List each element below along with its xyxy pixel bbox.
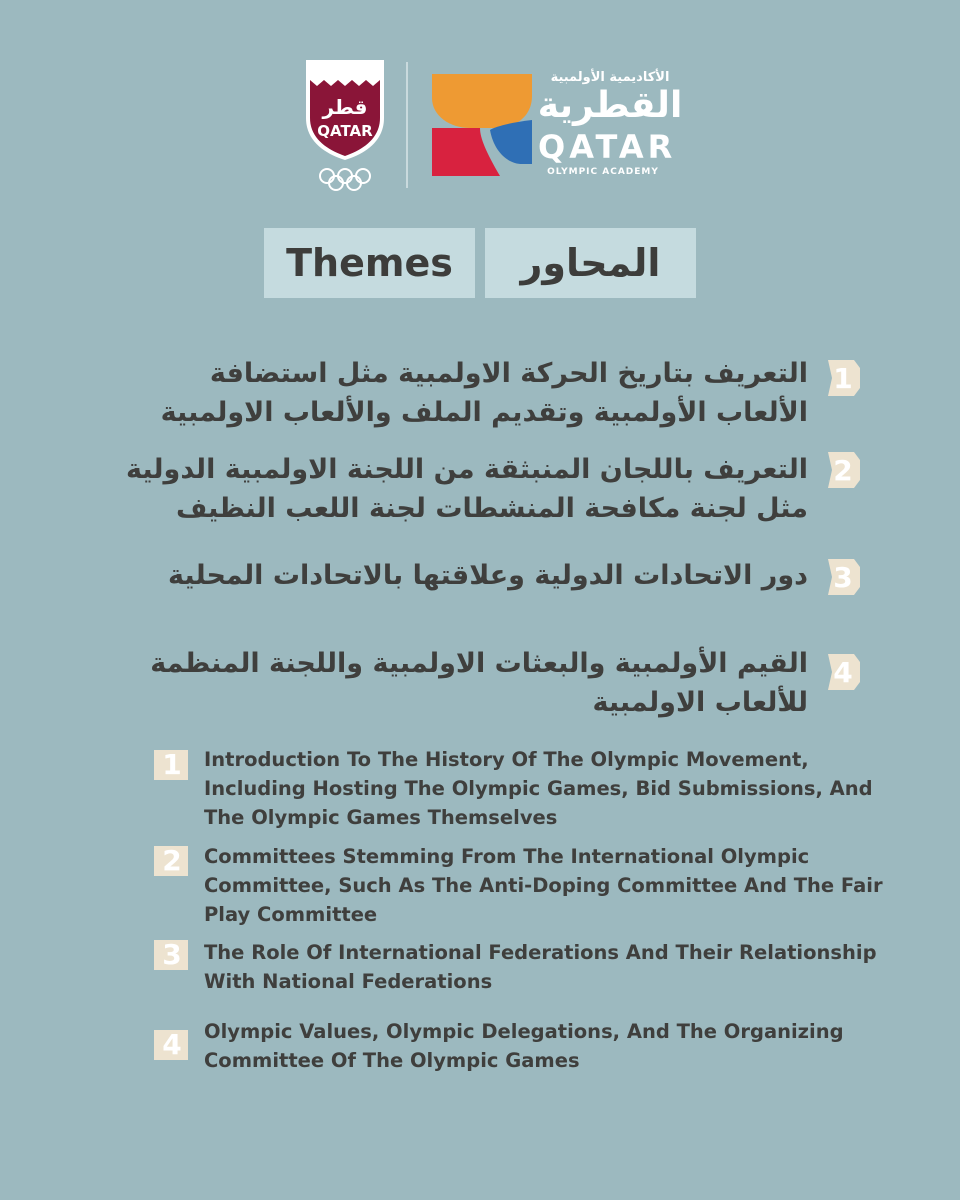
arabic-item-3-number-badge	[824, 557, 862, 597]
qatar-olympic-academy-mark-icon	[430, 72, 536, 178]
academy-english-subtitle: OLYMPIC ACADEMY	[547, 167, 659, 177]
arabic-item-2-text: التعريف باللجان المنبثقة من اللجنة الاولمبية الدولية مثل لجنة مكافحة المنشطات لجنة اللعب النظيف	[126, 454, 808, 524]
arabic-item-4-number-badge	[824, 652, 862, 692]
academy-english-name: QATAR	[538, 128, 677, 166]
academy-arabic-name: القطرية	[537, 85, 683, 126]
badge-number: 4	[833, 655, 853, 689]
badge-number: 4	[162, 1027, 182, 1061]
english-item-3-text: The Role Of International Federations And Their Relationship With National Federations	[204, 941, 877, 993]
english-item-3-number-badge	[152, 934, 192, 974]
badge-number: 1	[162, 747, 182, 781]
themes-title-arabic: المحاور	[485, 228, 696, 298]
badge-number: 1	[833, 361, 853, 395]
badge-number: 3	[833, 560, 853, 594]
olympic-rings-icon	[320, 169, 370, 190]
badge-number: 2	[162, 843, 182, 877]
qoc-english-text: QATAR	[317, 122, 373, 140]
english-item-2-number-badge	[152, 840, 192, 880]
arabic-item-1-number-badge	[824, 358, 862, 398]
logo-divider	[406, 62, 408, 188]
qoc-arabic-text: قطر	[322, 95, 368, 119]
english-item-4-number-badge	[152, 1024, 192, 1064]
english-item-4-text: Olympic Values, Olympic Delegations, And The Organizing Committee Of The Olympic Games	[204, 1020, 844, 1072]
arabic-item-1-text: التعريف بتاريخ الحركة الاولمبية مثل استضافة الألعاب الأولمبية وتقديم الملف والألعاب الاولمبية	[160, 358, 808, 428]
badge-number: 3	[162, 937, 182, 971]
badge-number: 2	[833, 453, 853, 487]
themes-title-english: Themes	[264, 228, 475, 298]
qatar-olympic-committee-logo	[300, 56, 390, 196]
academy-arabic-small-text: الأكاديمية الأولمبية	[550, 70, 670, 85]
arabic-item-3-text: دور الاتحادات الدولية وعلاقتها بالاتحادات المحلية	[168, 560, 808, 591]
arabic-item-2-number-badge	[824, 450, 862, 490]
english-item-2-text: Committees Stemming From The International Olympic Committee, Such As The Anti-Doping Committee And The Fair Play Committee	[204, 845, 883, 926]
arabic-item-4-text: القيم الأولمبية والبعثات الاولمبية واللجنة المنظمة للألعاب الاولمبية	[150, 648, 808, 718]
english-item-1-text: Introduction To The History Of The Olympic Movement, Including Hosting The Olympic Games, Bid Submissions, And The Olympic Games Themselves	[204, 748, 873, 829]
english-item-1-number-badge	[152, 744, 192, 784]
